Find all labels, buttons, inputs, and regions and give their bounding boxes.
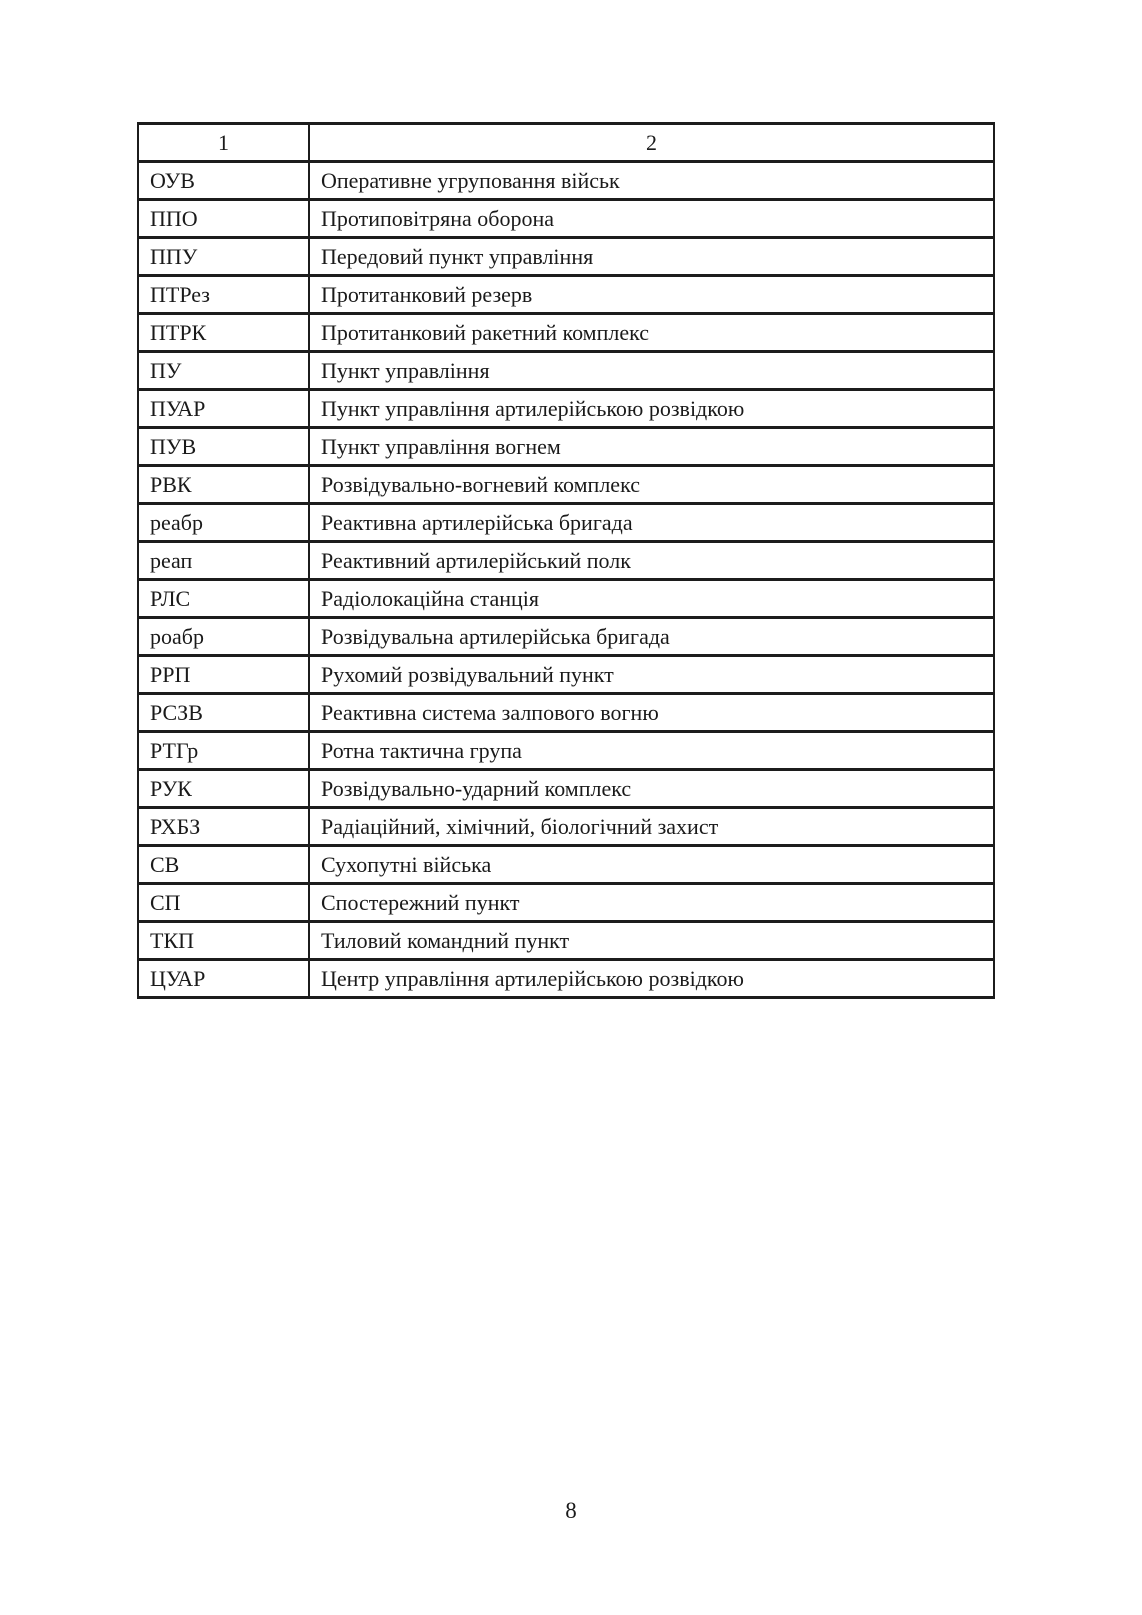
abbreviation-cell: ОУВ [138,162,309,200]
table-row [138,542,994,580]
abbreviation-cell: РВК [138,466,309,504]
meaning-cell: Сухопутні війська [309,846,994,884]
abbreviation-cell: СВ [138,846,309,884]
meaning-cell: Радіолокаційна станція [309,580,994,618]
table-row [138,504,994,542]
meaning-cell: Розвідувально-вогневий комплекс [309,466,994,504]
abbreviation-cell: ППО [138,200,309,238]
table-row [138,580,994,618]
meaning-cell: Реактивний артилерійський полк [309,542,994,580]
meaning-cell: Протиповітряна оборона [309,200,994,238]
table-row [138,618,994,656]
abbreviation-cell: ПУ [138,352,309,390]
meaning-cell: Розвідувальна артилерійська бригада [309,618,994,656]
table-row [138,314,994,352]
meaning-cell: Передовий пункт управління [309,238,994,276]
abbreviation-cell: ПУВ [138,428,309,466]
meaning-cell: Пункт управління артилерійською розвідкою [309,390,994,428]
meaning-cell: Ротна тактична група [309,732,994,770]
table-row [138,162,994,200]
meaning-cell: Спостережний пункт [309,884,994,922]
table-row [138,390,994,428]
table-row [138,200,994,238]
table-row [138,884,994,922]
abbreviation-cell: СП [138,884,309,922]
meaning-cell: Рухомий розвідувальний пункт [309,656,994,694]
abbreviation-cell: роабр [138,618,309,656]
meaning-cell: Протитанковий резерв [309,276,994,314]
meaning-cell: Реактивна артилерійська бригада [309,504,994,542]
abbreviation-cell: ПТРК [138,314,309,352]
meaning-cell: Центр управління артилерійською розвідкою [309,960,994,998]
abbreviation-cell: РЛС [138,580,309,618]
abbreviation-cell: РУК [138,770,309,808]
meaning-cell: Тиловий командний пункт [309,922,994,960]
abbreviation-cell: ПТРез [138,276,309,314]
abbreviation-cell: ТКП [138,922,309,960]
table-row [138,846,994,884]
table-row [138,428,994,466]
column-header-meaning: 2 [309,124,994,162]
abbreviation-cell: ЦУАР [138,960,309,998]
table-row [138,276,994,314]
meaning-cell: Реактивна система залпового вогню [309,694,994,732]
table-row [138,770,994,808]
table-row [138,656,994,694]
table-row [138,694,994,732]
meaning-cell: Пункт управління [309,352,994,390]
table-row [138,808,994,846]
abbreviation-cell: РРП [138,656,309,694]
abbreviation-cell: РТГр [138,732,309,770]
abbreviation-cell: ПУАР [138,390,309,428]
table-header-row [138,124,994,162]
abbreviation-cell: реабр [138,504,309,542]
meaning-cell: Розвідувально-ударний комплекс [309,770,994,808]
meaning-cell: Оперативне угруповання військ [309,162,994,200]
table-body [138,162,994,998]
abbreviation-cell: ППУ [138,238,309,276]
meaning-cell: Радіаційний, хімічний, біологічний захист [309,808,994,846]
table-row [138,352,994,390]
table-row [138,732,994,770]
table-row [138,922,994,960]
table-row [138,238,994,276]
abbreviation-cell: РХБЗ [138,808,309,846]
table-row [138,466,994,504]
column-header-abbreviation: 1 [138,124,309,162]
abbreviation-cell: РСЗВ [138,694,309,732]
page-number: 8 [565,1498,577,1523]
table-row [138,960,994,998]
abbreviations-table [137,122,995,999]
abbreviation-cell: реап [138,542,309,580]
meaning-cell: Протитанковий ракетний комплекс [309,314,994,352]
meaning-cell: Пункт управління вогнем [309,428,994,466]
